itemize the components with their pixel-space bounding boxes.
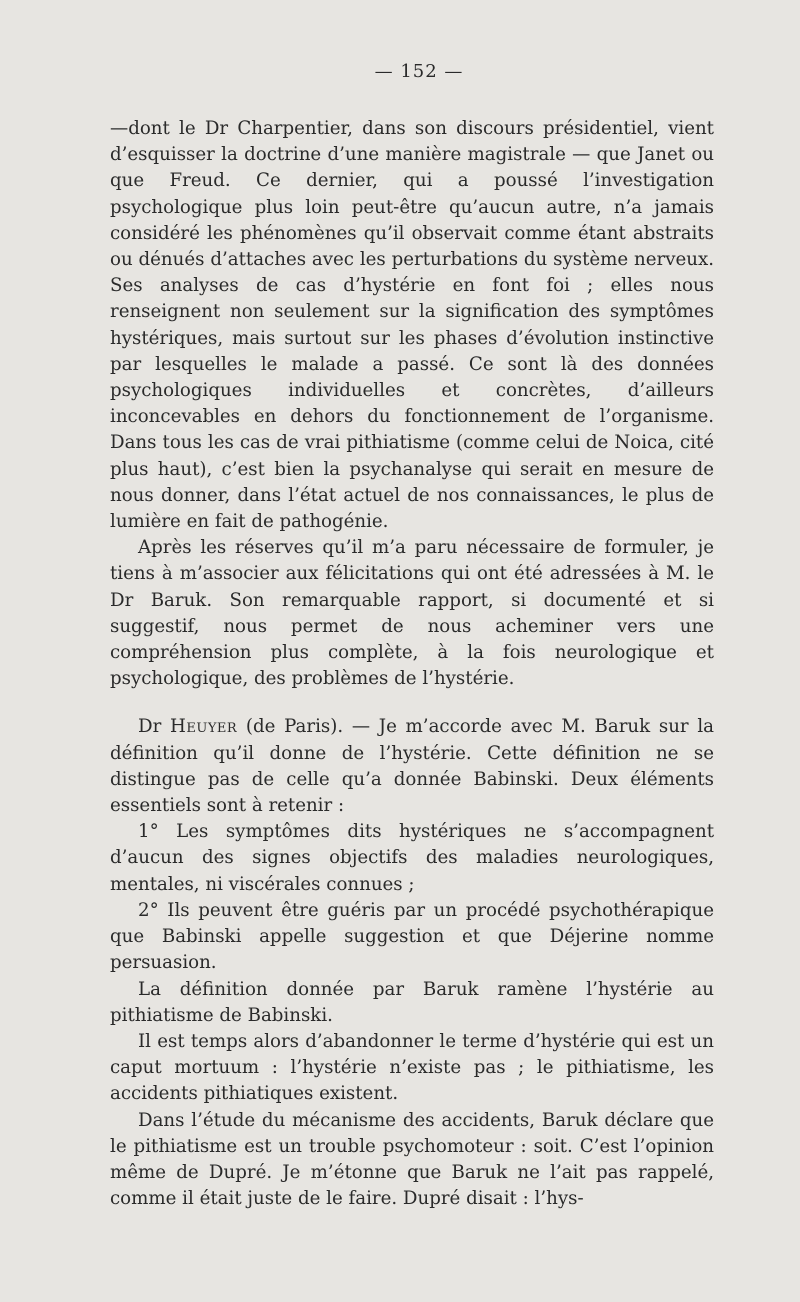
speaker-title: Dr bbox=[138, 716, 162, 738]
paragraph-2: Après les réserves qu’il m’a paru nécessaire de formuler, je tiens à m’associer aux félicitations qui ont été adressées à M. le Dr Baruk. Son remarquable rapport, si documenté et si suggestif, nous permet de nous acheminer vers une compréhension plus complète, à la fois neurologique et psychologique, des problèmes de l’hystérie. bbox=[110, 537, 714, 690]
paragraph-6: La définition donnée par Baruk ramène l’hystérie au pithiatisme de Babinski. bbox=[110, 978, 714, 1026]
paragraph-heuyer bbox=[110, 714, 714, 819]
paragraph-3-text: — Je m’accorde avec M. Baruk sur la définition qu’il donne de l’hystérie. Cette définition ne se distingue pas de celle qu’a donnée Babinski. Deux éléments essentiels sont à retenir : bbox=[110, 716, 714, 817]
page-number: — 152 — bbox=[374, 61, 464, 82]
paragraph-1: —dont le Dr Charpentier, dans son discours présidentiel, vient d’esquisser la doctrine d’une manière magistrale — que Janet ou que Freud. Ce dernier, qui a poussé l’investigation psychologique plus loin peut-être qu’aucun autre, n’a jamais considéré les phénomènes qu’il observait comme étant abstraits ou dénués d’attaches avec les perturbations du système nerveux. Ses analyses de cas d’hystérie en font foi ; elles nous renseignent non seulement sur la signification des symptômes hystériques, mais surtout sur les phases d’évolution instinctive par lesquelles le malade a passé. Ce sont là des données psychologiques individuelles et concrètes, d’ailleurs inconcevables en dehors du fonctionnement de l’organisme. Dans tous les cas de vrai pithiatisme (comme celui de Noica, cité plus haut), c’est bien la psychanalyse qui serait en mesure de nous donner, dans l’état actuel de nos connaissances, le plus de lumière en fait de pathogénie. bbox=[110, 118, 714, 533]
paragraph-4: 1° Les symptômes dits hystériques ne s’accompagnent d’aucun des signes objectifs des maladies neurologiques, mentales, ni viscérales connues ; bbox=[110, 821, 714, 895]
paragraph-7: Il est temps alors d’abandonner le terme d’hystérie qui est un caput mortuum : l’hystérie n’existe pas ; le pithiatisme, les accidents pithiatiques existent. bbox=[110, 1030, 714, 1105]
paragraph-5: 2° Ils peuvent être guéris par un procédé psychothérapique que Babinski appelle suggestion et que Déjerine nomme persuasion. bbox=[110, 899, 714, 974]
speaker-name: Heuyer bbox=[170, 716, 238, 738]
paragraph-8: Dans l’étude du mécanisme des accidents, Baruk déclare que le pithiatisme est un trouble psychomoteur : soit. C’est l’opinion même de Dupré. Je m’étonne que Baruk ne l’ait pas rappelé, comme il était juste de le faire. Dupré disait : l’hys- bbox=[110, 1109, 714, 1210]
speaker-place: (de Paris). bbox=[237, 716, 344, 738]
body-text bbox=[110, 116, 714, 1212]
